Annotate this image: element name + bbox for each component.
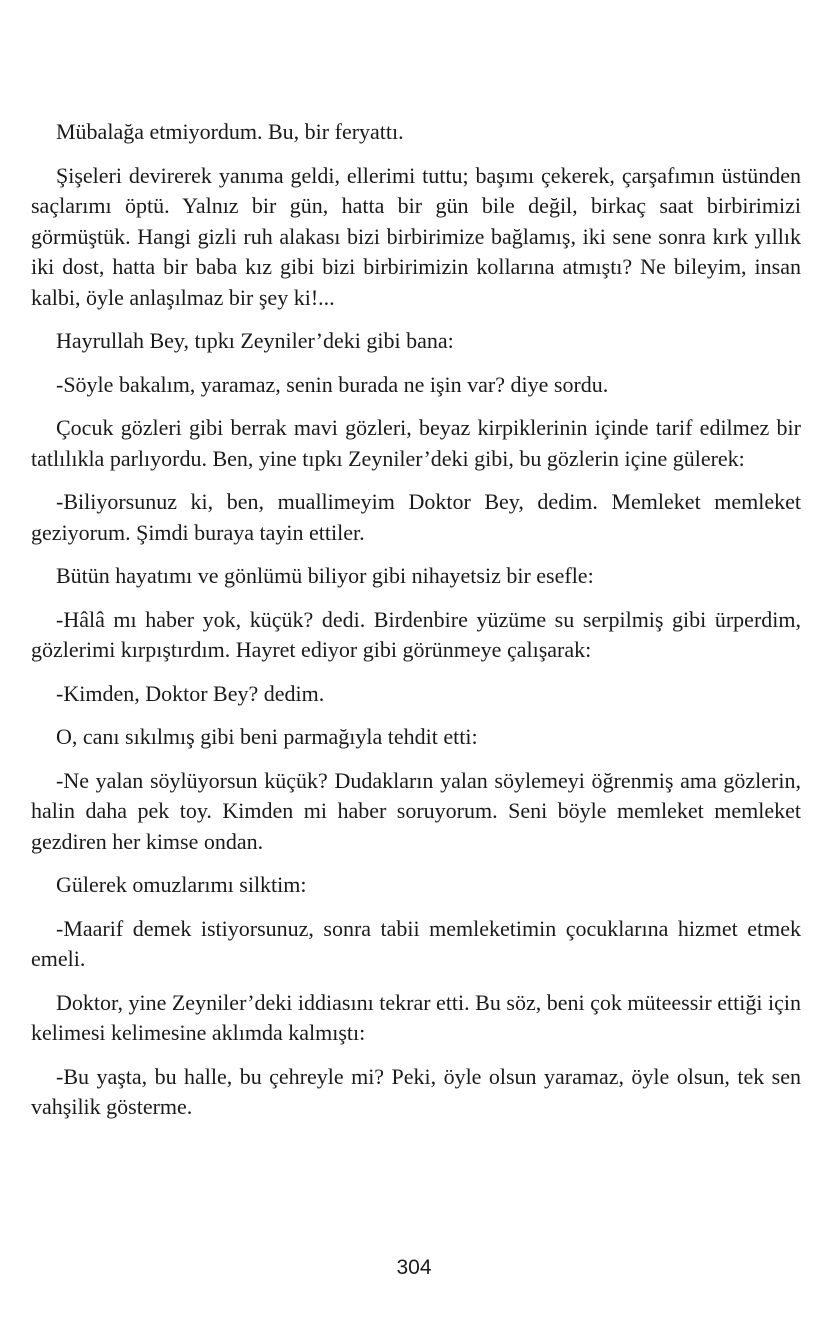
paragraph: -Maarif demek istiyorsunuz, sonra tabii memleketimin çocuklarına hizmet etmek emeli. <box>31 915 801 971</box>
paragraph: -Kimden, Doktor Bey? dedim. <box>56 680 325 706</box>
paragraph: Gülerek omuzlarımı silktim: <box>56 872 307 897</box>
paragraph: -Ne yalan söylüyorsun küçük? Dudakların yalan söylemeyi öğrenmiş ama gözlerin, halin daha pek toy. Kimden mi haber soruyorum. Seni böyle memleket memleket gezdiren her kimse ondan. <box>31 767 801 854</box>
paragraph: -Hâlâ mı haber yok, küçük? dedi. Birdenbire yüzüme su serpilmiş gibi ürperdim, gözlerimi kırpıştırdım. Hayret ediyor gibi görünmeye çalışarak: <box>31 606 801 662</box>
paragraph: Çocuk gözleri gibi berrak mavi gözleri, beyaz kirpiklerinin içinde tarif edilmez bir tatlılıkla parlıyordu. Ben, yine tıpkı Zeyniler’deki gibi, bu gözlerin içine gülerek: <box>31 415 801 471</box>
paragraph: Bütün hayatımı ve gönlümü biliyor gibi nihayetsiz bir esefle: <box>56 563 594 588</box>
paragraph: Mübalağa etmiyordum. Bu, bir feryattı. <box>56 119 404 144</box>
page-number: 304 <box>396 1256 432 1279</box>
paragraph: Şişeleri devirerek yanıma geldi, ellerimi tuttu; başımı çekerek, çarşafımın üstünden saçlarımı öptü. Yalnız bir gün, hatta bir gün bile değil, birkaç saat birbirimizi görmüştük. Hangi gizli ruh alakası bizi birbirimize bağlamış, iki sene sonra kırk yıllık iki dost, hatta bir baba kız gibi bizi birbirimizin kollarına atmıştı? Ne bileyim, insan kalbi, öyle anlaşılmaz bir şey ki!... <box>31 162 801 310</box>
paragraph: O, canı sıkılmış gibi beni parmağıyla tehdit etti: <box>56 724 478 749</box>
paragraph: -Bu yaşta, bu halle, bu çehreyle mi? Peki, öyle olsun yaramaz, öyle olsun, tek sen vahşilik gösterme. <box>31 1063 801 1119</box>
paragraph: Hayrullah Bey, tıpkı Zeyniler’deki gibi bana: <box>56 328 454 353</box>
body-text <box>31 117 801 1136</box>
paragraph: -Söyle bakalım, yaramaz, senin burada ne işin var? diye sordu. <box>56 371 609 397</box>
paragraph: -Biliyorsunuz ki, ben, muallimeyim Doktor Bey, dedim. Memleket memleket geziyorum. Şimdi buraya tayin ettiler. <box>31 489 801 545</box>
paragraph: Doktor, yine Zeyniler’deki iddiasını tekrar etti. Bu söz, beni çok müteessir ettiği için kelimesi kelimesine aklımda kalmıştı: <box>31 989 801 1045</box>
